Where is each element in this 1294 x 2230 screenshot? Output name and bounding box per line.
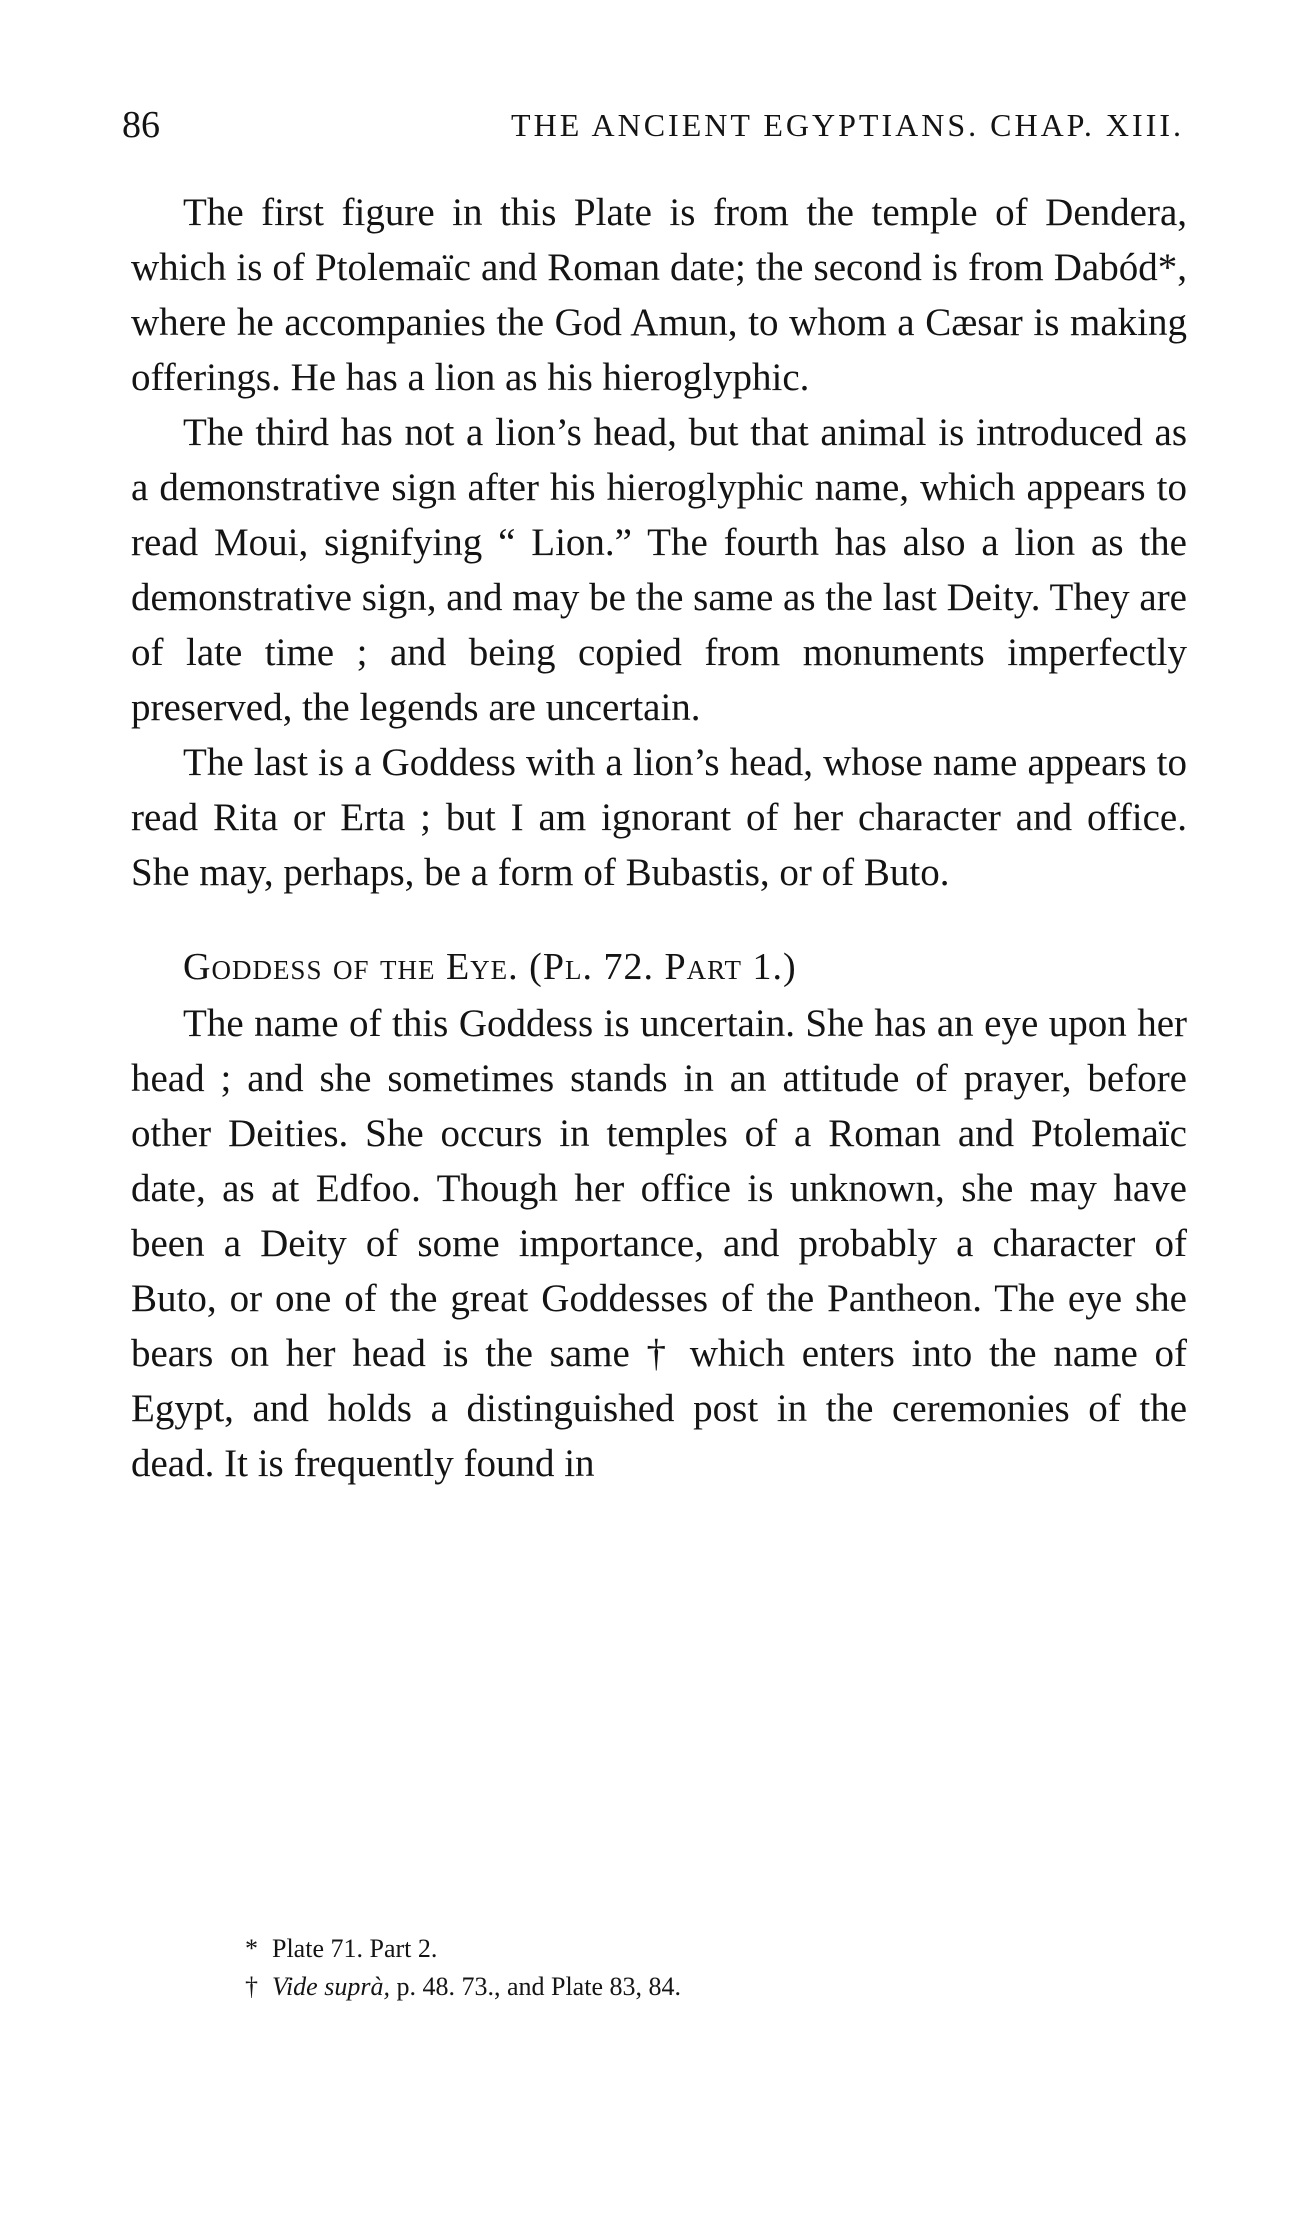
footnote (245, 1968, 1145, 2006)
page-number: 86 (122, 104, 160, 146)
footnote-text: p. 48. 73., and Plate 83, 84. (396, 1972, 681, 2001)
page-header (122, 100, 1184, 150)
footnotes (245, 1930, 1145, 2006)
footnote-italic: Vide suprà, (272, 1972, 390, 2001)
footnote (245, 1930, 1145, 1968)
paragraph: The name of this Goddess is uncertain. She has an eye upon her head ; and she sometimes stands in an attitude of prayer, before other Deities. She occurs in temples of a Roman and Ptolemaïc date, as at Edfoo. Though her office is unknown, she may have been a Deity of some importance, and probably a character of Buto, or one of the great Goddesses of the Pantheon. The eye she bears on her head is the same † which enters into the name of Egypt, and holds a distinguished post in the ceremonies of the dead. It is frequently found in (131, 1002, 1187, 1485)
paragraph: The last is a Goddess with a lion’s head, whose name appears to read Rita or Erta ; but I am ignorant of her character and office. She may, perhaps, be a form of Bubastis, or of Buto. (131, 741, 1187, 894)
body-text (131, 185, 1187, 1491)
paragraph: The first figure in this Plate is from the temple of Dendera, which is of Ptolemaïc and Roman date; the second is from Dabód*, where he accompanies the God Amun, to whom a Cæsar is making offerings. He has a lion as his hieroglyphic. (131, 191, 1187, 399)
footnote-text: Plate 71. Part 2. (272, 1934, 438, 1963)
paragraph: The third has not a lion’s head, but that animal is introduced as a demonstrative sign after his hieroglyphic name, which appears to read Moui, signifying “ Lion.” The fourth has also a lion as the demonstrative sign, and may be the same as the last Deity. They are of late time ; and being copied from monuments imperfectly preserved, the legends are uncertain. (131, 411, 1187, 729)
running-head: THE ANCIENT EGYPTIANS. CHAP. XIII. (511, 107, 1184, 143)
footnote-mark: * (245, 1934, 258, 1963)
footnote-mark: † (245, 1972, 258, 2001)
section-heading: Goddess of the Eye. (Pl. 72. Part 1.) (183, 946, 797, 988)
